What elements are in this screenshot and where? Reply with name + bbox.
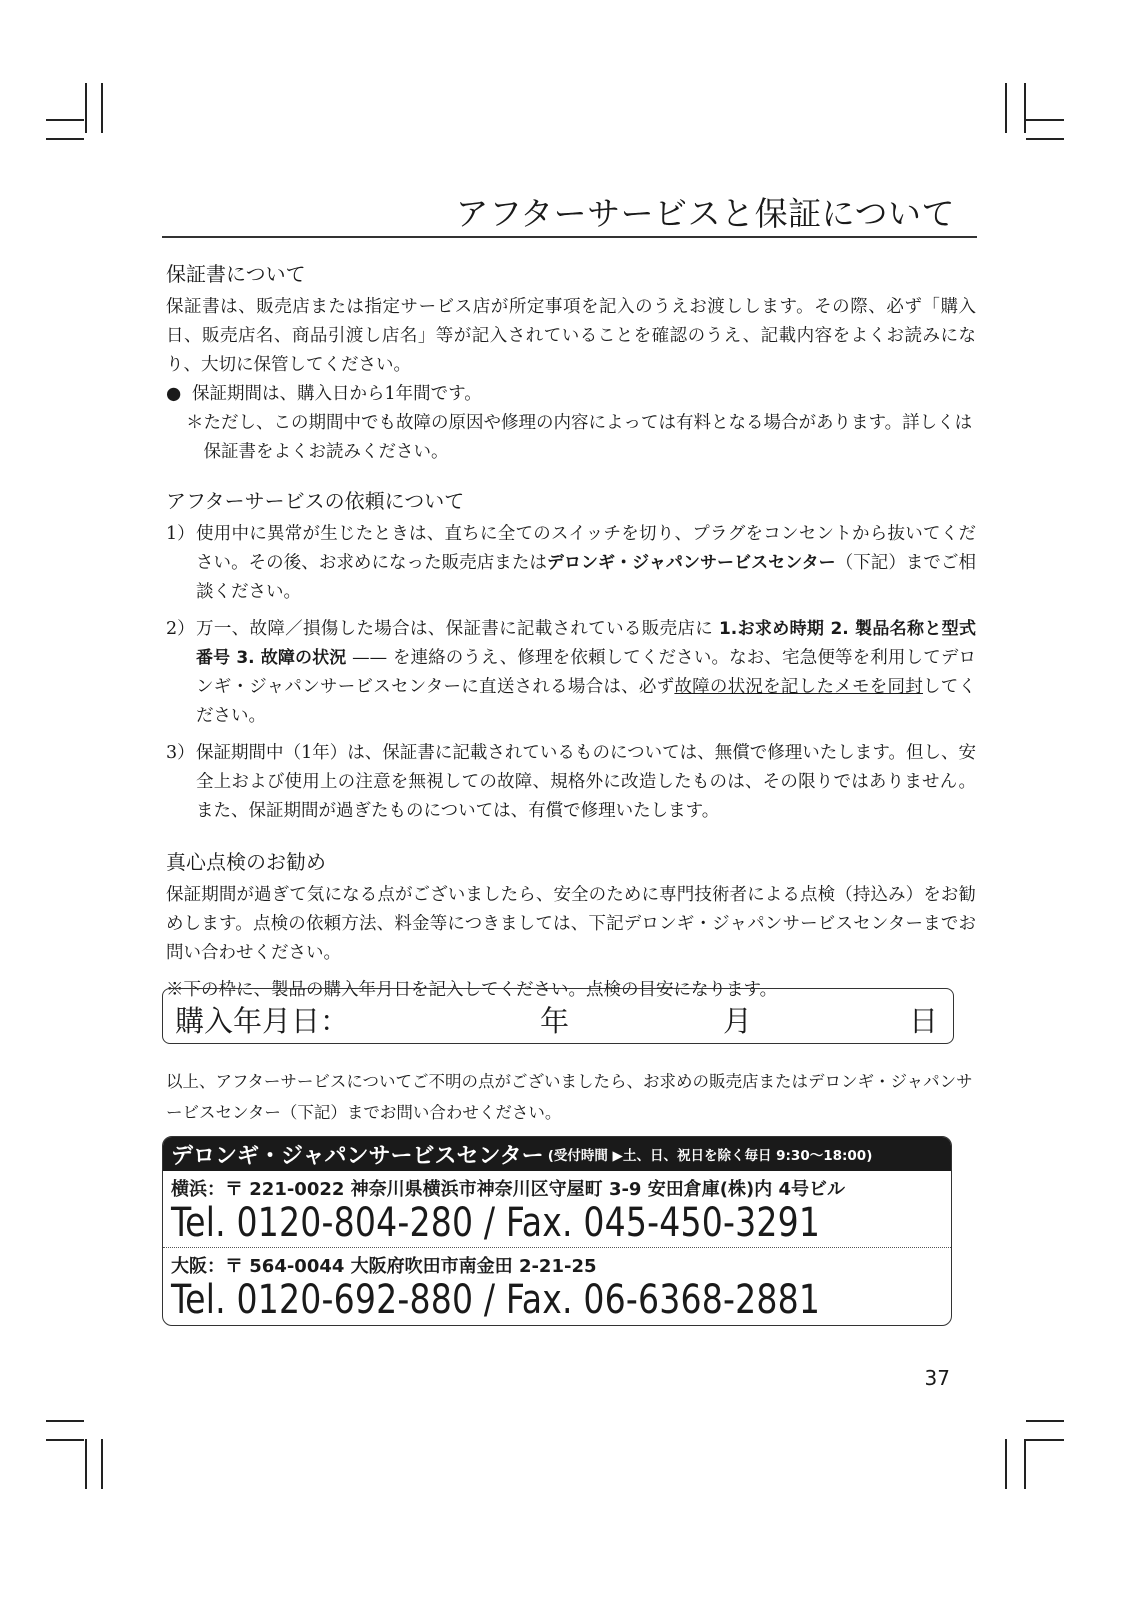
crop-mark <box>1024 1439 1026 1489</box>
main-content <box>166 258 976 1005</box>
closing-paragraph: 以上、アフターサービスについてご不明の点がございましたら、お求めの販売店またはデロンギ・ジャパンサービスセンター（下記）までお問い合わせください。 <box>166 1072 973 1122</box>
item-number: 2） <box>166 619 195 639</box>
item-text: —— を連絡のうえ、修理を依頼してください。なお、宅急便等を利用してデロンギ・ジャパンサービスセンターに直送される場合は、必ず <box>196 648 976 697</box>
crop-mark <box>46 1439 84 1441</box>
yokohama-tel-fax: Tel. 0120-804-280 / Fax. 045-450-3291 <box>171 1200 821 1246</box>
inspection-paragraph: 保証期間が過ぎて気になる点がございましたら、安全のために専門技術者による点検（持込み）をお勧めします。点検の依頼方法、料金等につきましては、下記デロンギ・ジャパンサービスセンターまでお問い合わせください。 <box>166 885 976 963</box>
warranty-section <box>166 258 976 467</box>
month-label: 月 <box>723 1004 753 1038</box>
item-number: 3） <box>166 743 195 763</box>
service-center-box <box>162 1136 952 1326</box>
crop-mark <box>101 83 103 133</box>
service-item-2 <box>166 615 976 731</box>
page-title: アフターサービスと保証について <box>455 194 955 233</box>
warranty-note <box>186 409 976 467</box>
warranty-period-text: 保証期間は、購入日から1年間です。 <box>192 384 482 404</box>
warranty-paragraph: 保証書は、販売店または指定サービス店が所定事項を記入のうえお渡しします。その際、必ず「購入日、販売店名、商品引渡し店名」等が記入されていることを確認のうえ、記載内容をよくお読みになり、大切に保管してください。 <box>166 297 976 375</box>
item-text: 保証期間中（1年）は、保証書に記載されているものについては、無償で修理いたします。但し、安全上および使用上の注意を無視しての故障、規格外に改造したものは、その限りではありません。また、保証期間が過ぎたものについては、有償で修理いたします。 <box>196 743 976 821</box>
service-item-1 <box>166 520 976 607</box>
item-text: してください。 <box>196 677 977 726</box>
item-text: （下記）までご相談ください。 <box>196 553 977 602</box>
warranty-note-text: ただし、この期間中でも故障の原因や修理の内容によっては有料となる場合があります。詳しくは保証書をよくお読みください。 <box>203 413 973 462</box>
crop-mark <box>46 1420 84 1422</box>
day-label: 日 <box>909 1004 939 1038</box>
service-center-header <box>163 1137 951 1171</box>
inspection-note: ※下の枠に、製品の購入年月日を記入してください。点検の目安になります。 <box>166 980 778 1000</box>
warranty-heading: 保証書について <box>166 262 306 286</box>
required-info: 1.お求め時期 2. 製品名称と型式番号 3. 故障の状況 <box>196 619 976 668</box>
crop-mark <box>85 83 87 133</box>
crop-mark <box>1005 83 1007 133</box>
crop-mark <box>1026 1439 1064 1441</box>
warranty-bullet <box>166 380 976 409</box>
crop-mark <box>1024 83 1026 133</box>
crop-mark <box>1026 119 1064 121</box>
dotted-divider <box>163 1247 951 1248</box>
crop-mark <box>1026 138 1064 140</box>
crop-mark <box>46 138 84 140</box>
year-label: 年 <box>540 1004 570 1038</box>
service-center-name: デロンギ・ジャパンサービスセンター <box>546 553 836 573</box>
bullet-mark: ● <box>166 384 182 404</box>
service-section <box>166 485 976 826</box>
osaka-address: 大阪：〒 564-0044 大阪府吹田市南金田 2-21-25 <box>171 1256 597 1277</box>
crop-mark <box>46 119 84 121</box>
purchase-date-label: 購入年月日： <box>175 1004 350 1038</box>
note-mark: ＊ <box>186 413 204 433</box>
inspection-heading: 真心点検のお勧め <box>166 850 326 874</box>
inspection-section <box>166 846 976 1005</box>
service-hours: (受付時間 ▶土、日、祝日を除く毎日 9:30～18:00) <box>547 1148 873 1164</box>
crop-mark <box>85 1439 87 1489</box>
title-divider <box>162 236 977 238</box>
service-center-title: デロンギ・ジャパンサービスセンター <box>171 1143 544 1169</box>
item-number: 1） <box>166 524 195 544</box>
page-number: 37 <box>924 1366 950 1390</box>
osaka-tel-fax: Tel. 0120-692-880 / Fax. 06-6368-2881 <box>171 1277 821 1323</box>
memo-instruction: 故障の状況を記したメモを同封 <box>674 677 923 697</box>
purchase-date-box[interactable] <box>162 988 954 1044</box>
crop-mark <box>1005 1439 1007 1489</box>
item-text: 使用中に異常が生じたときは、直ちに全てのスイッチを切り、プラグをコンセントから抜いてください。その後、お求めになった販売店または <box>196 524 976 573</box>
crop-mark <box>101 1439 103 1489</box>
service-item-3 <box>166 739 976 826</box>
service-heading: アフターサービスの依頼について <box>166 489 465 513</box>
yokohama-address: 横浜：〒 221-0022 神奈川県横浜市神奈川区守屋町 3-9 安田倉庫(株)内 4号ビル <box>171 1179 845 1200</box>
crop-mark <box>1026 1420 1064 1422</box>
item-text: 万一、故障／損傷した場合は、保証書に記載されている販売店に <box>196 619 719 639</box>
